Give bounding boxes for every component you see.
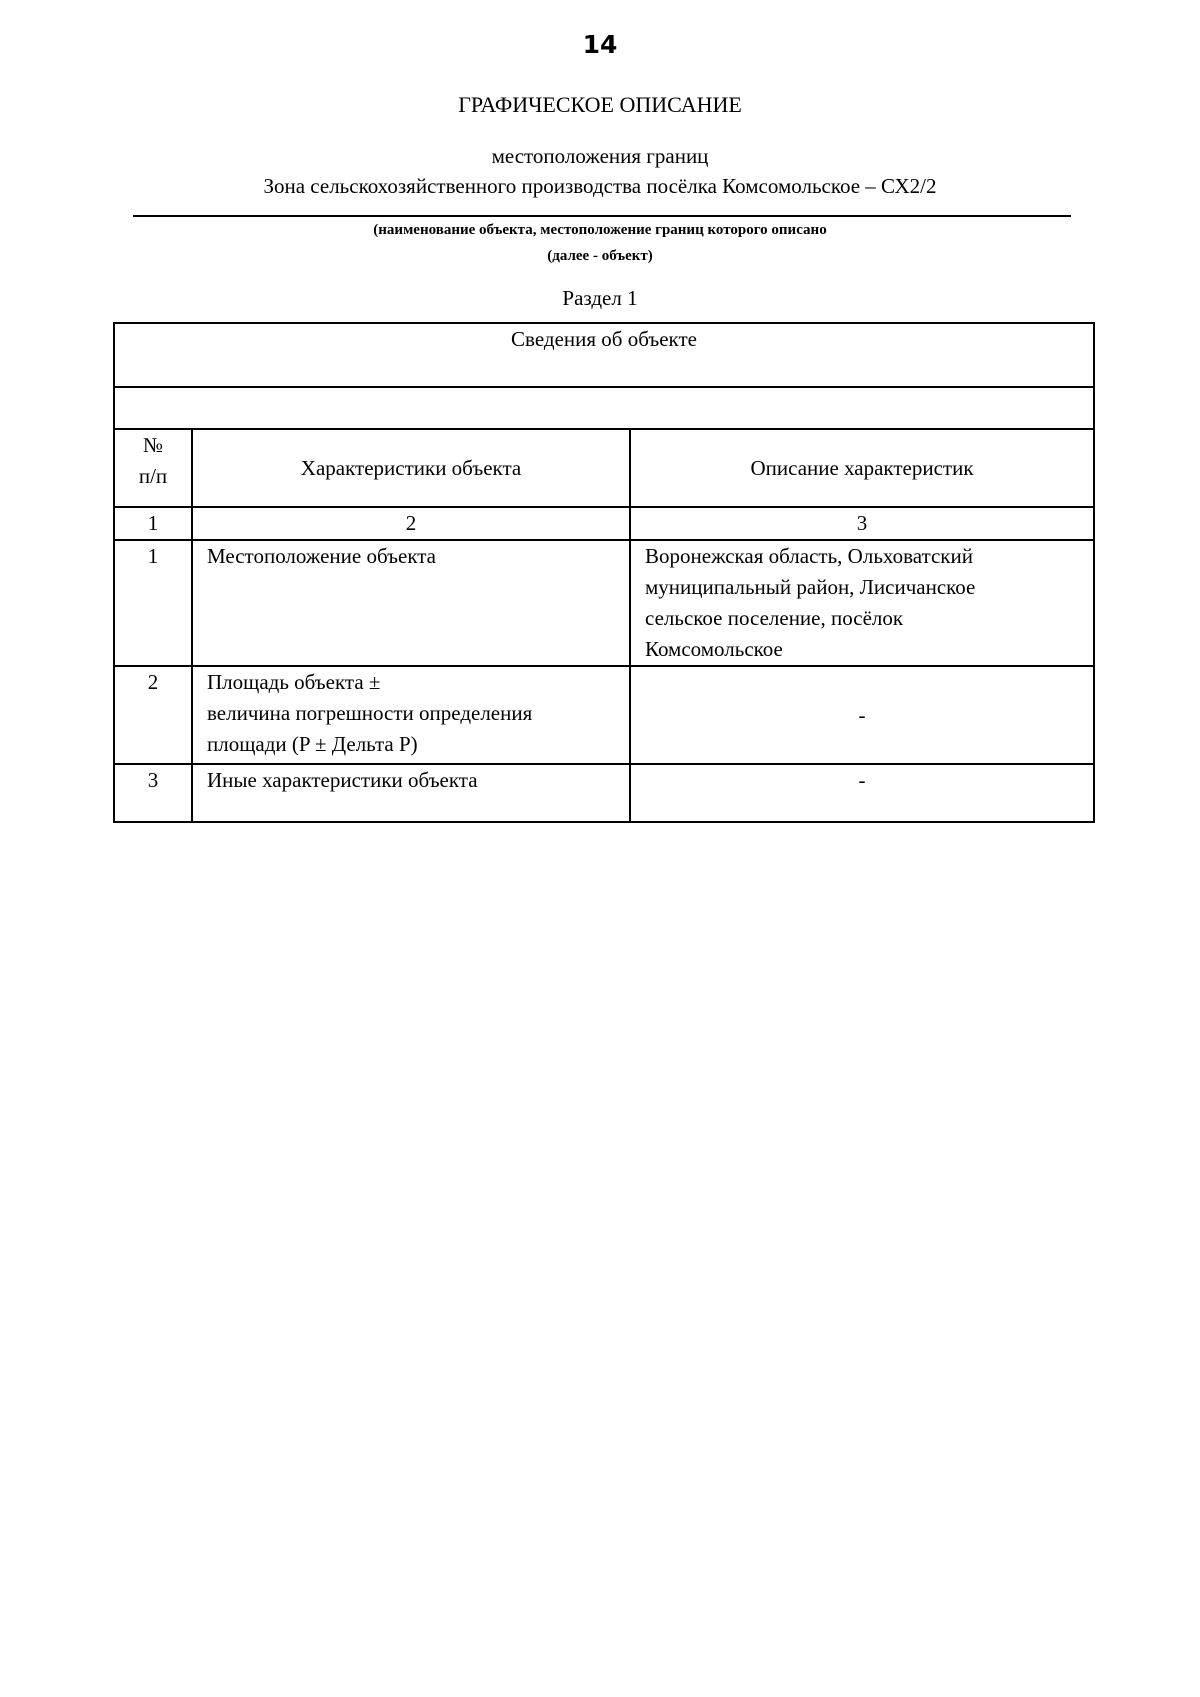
table-caption-row bbox=[114, 323, 1094, 387]
row-description bbox=[630, 540, 1094, 666]
column-index-3: 3 bbox=[630, 507, 1094, 540]
row-description-line: сельское поселение, посёлок bbox=[645, 606, 904, 630]
object-note-line2: (далее - объект) bbox=[547, 248, 653, 264]
column-header-number bbox=[114, 429, 192, 507]
row-number: 2 bbox=[114, 666, 192, 764]
table-empty-row bbox=[114, 387, 1094, 429]
table-header-row bbox=[114, 429, 1094, 507]
row-description-line: Комсомольское bbox=[645, 637, 783, 661]
row-description: - bbox=[630, 764, 1094, 822]
underline-rule bbox=[133, 215, 1071, 217]
column-header-description: Описание характеристик bbox=[630, 429, 1094, 507]
document-subtitle-line2: Зона сельскохозяйственного производства посёлка Комсомольское – СХ2/2 bbox=[263, 174, 937, 198]
table-caption: Сведения об объекте bbox=[114, 323, 1094, 387]
row-description-line: муниципальный район, Лисичанское bbox=[645, 575, 976, 599]
table-empty-cell bbox=[114, 387, 1094, 429]
document-subtitle-line1: местоположения границ bbox=[491, 144, 709, 168]
row-characteristic-line: величина погрешности определения bbox=[207, 701, 533, 725]
row-characteristic bbox=[192, 540, 630, 666]
table-row bbox=[114, 764, 1094, 822]
page-number: 14 bbox=[582, 30, 618, 59]
row-characteristic bbox=[192, 764, 630, 822]
table-row bbox=[114, 666, 1094, 764]
column-header-number-line1: № bbox=[142, 433, 164, 457]
row-description-line: Воронежская область, Ольховатский bbox=[645, 544, 973, 568]
row-characteristic-line: Иные характеристики объекта bbox=[207, 768, 478, 792]
section-label: Раздел 1 bbox=[562, 286, 638, 310]
column-header-number-line2: п/п bbox=[138, 464, 168, 488]
column-index-1: 1 bbox=[114, 507, 192, 540]
row-characteristic-line: Местоположение объекта bbox=[207, 544, 437, 568]
table-row bbox=[114, 540, 1094, 666]
row-characteristic-line: площади (P ± Дельта P) bbox=[207, 732, 418, 756]
row-number: 3 bbox=[114, 764, 192, 822]
row-characteristic bbox=[192, 666, 630, 764]
table-index-row bbox=[114, 507, 1094, 540]
object-info-table bbox=[113, 322, 1095, 823]
row-characteristic-line: Площадь объекта ± bbox=[207, 670, 381, 694]
row-number: 1 bbox=[114, 540, 192, 666]
column-index-2: 2 bbox=[192, 507, 630, 540]
object-note-line1: (наименование объекта, местоположение границ которого описано bbox=[373, 222, 827, 238]
column-header-characteristics: Характеристики объекта bbox=[192, 429, 630, 507]
document-title: ГРАФИЧЕСКОЕ ОПИСАНИЕ bbox=[458, 92, 742, 117]
row-description: - bbox=[630, 666, 1094, 764]
